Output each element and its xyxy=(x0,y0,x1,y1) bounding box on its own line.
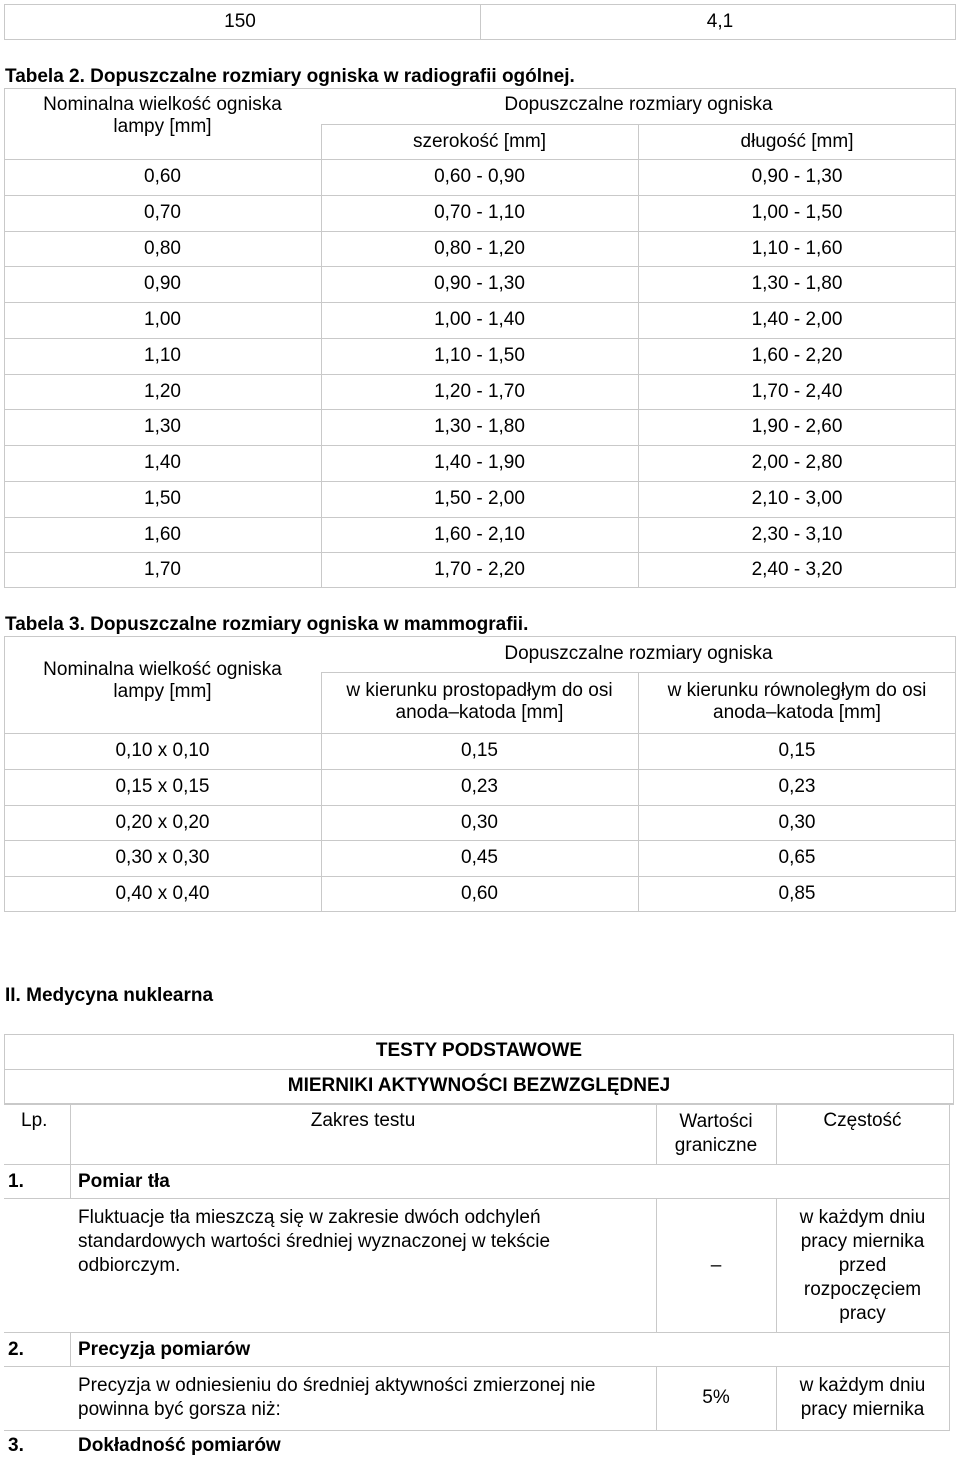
table-cell: 1,30 xyxy=(144,416,181,438)
table-cell: 0,20 x 0,20 xyxy=(115,811,210,833)
table-row-divider xyxy=(4,481,956,482)
table-cell: 0,80 xyxy=(144,237,181,259)
table-row-divider xyxy=(4,338,956,339)
table-cell: 1,60 - 2,10 xyxy=(434,523,525,545)
table2-header-length: długość [mm] xyxy=(740,131,854,152)
table-cell: 2,40 - 3,20 xyxy=(751,559,843,581)
table3-header-line xyxy=(321,672,956,673)
table-cell: 2,30 - 3,10 xyxy=(751,523,843,545)
table-row-divider xyxy=(4,266,956,267)
tests-vline-freq-2 xyxy=(776,1198,777,1332)
table-cell: 0,70 xyxy=(144,201,181,223)
table-row-divider xyxy=(4,805,956,806)
table-cell: 0,10 x 0,10 xyxy=(115,740,210,761)
table-row-divider xyxy=(4,409,956,410)
table-row-divider xyxy=(4,302,956,303)
table-row-divider xyxy=(4,374,956,375)
table-row-divider xyxy=(4,195,956,196)
top-row-left: 150 xyxy=(224,11,256,32)
table-cell: 0,80 - 1,20 xyxy=(434,237,525,259)
table-cell: 0,90 - 1,30 xyxy=(434,273,525,295)
test-2-limit: 5% xyxy=(702,1387,730,1408)
table-cell: 1,60 xyxy=(144,523,181,545)
table2-header-bottom xyxy=(4,159,956,160)
table-cell: 0,90 - 1,30 xyxy=(751,166,843,187)
tests-header-top xyxy=(4,1104,954,1105)
tests-col-lp: Lp. xyxy=(21,1110,48,1131)
table-cell: 1,20 - 1,70 xyxy=(434,380,525,402)
table-cell: 1,00 - 1,50 xyxy=(751,201,843,223)
table-cell: 1,90 - 2,60 xyxy=(751,416,843,438)
test-2-number: 2. xyxy=(8,1339,24,1360)
table-cell: 0,45 xyxy=(461,847,498,869)
tests-header-bottom xyxy=(4,1164,950,1165)
table-cell: 1,30 - 1,80 xyxy=(751,273,843,295)
table-cell: 0,85 xyxy=(778,883,816,905)
table-cell: 0,60 xyxy=(144,166,181,187)
tests-vline-lp-2 xyxy=(70,1332,71,1366)
table3-header-perp: w kierunku prostopadłym do osi anoda–katoda [mm] xyxy=(346,680,613,723)
tests-vline-right xyxy=(949,1104,950,1430)
table-cell: 0,65 xyxy=(778,847,816,869)
table-cell: 1,70 - 2,20 xyxy=(434,559,525,581)
table3-caption: Tabela 3. Dopuszczalne rozmiary ogniska w mammografii. xyxy=(5,614,529,635)
table-cell: 0,60 xyxy=(461,883,498,905)
table-cell: 0,60 - 0,90 xyxy=(434,166,525,187)
table-cell: 0,15 xyxy=(778,740,816,761)
table-cell: 0,90 xyxy=(144,273,181,295)
table2-header-width: szerokość [mm] xyxy=(412,131,547,152)
table-cell: 1,10 - 1,50 xyxy=(434,344,525,366)
table-cell: 1,00 xyxy=(144,309,181,330)
test-1-name: Pomiar tła xyxy=(78,1171,170,1192)
tests-row2-name-bottom xyxy=(4,1366,950,1367)
table-cell: 1,20 xyxy=(144,380,181,402)
tests-title-1: TESTY PODSTAWOWE xyxy=(375,1040,583,1061)
table-row-divider xyxy=(4,445,956,446)
table-cell: 1,70 xyxy=(144,559,181,581)
test-1-frequency: w każdym dniu pracy miernika przed rozpoczęciem pracy xyxy=(799,1207,926,1324)
table-cell: 0,15 x 0,15 xyxy=(115,775,210,797)
tests-col-range: Zakres testu xyxy=(310,1110,416,1131)
test-3-name: Dokładność pomiarów xyxy=(78,1435,281,1456)
table-cell: 0,30 xyxy=(461,811,498,833)
tests-row1-name-bottom xyxy=(4,1198,950,1199)
top-row-right: 4,1 xyxy=(706,11,734,32)
table-row-divider xyxy=(4,876,956,877)
table3-header-parallel: w kierunku równoległym do osi anoda–katoda [mm] xyxy=(667,680,927,723)
table-row-divider xyxy=(4,769,956,770)
table-cell: 2,00 - 2,80 xyxy=(751,452,843,473)
test-2-name: Precyzja pomiarów xyxy=(78,1339,251,1360)
table-row-divider xyxy=(4,517,956,518)
table-cell: 1,70 - 2,40 xyxy=(751,380,843,402)
tests-col-freq: Częstość xyxy=(823,1110,902,1131)
table-cell: 0,30 xyxy=(778,811,816,833)
table-row-divider xyxy=(4,231,956,232)
table-cell: 0,15 xyxy=(461,740,498,761)
top-row-divider xyxy=(480,4,481,40)
table-row-divider xyxy=(4,840,956,841)
table-cell: 1,40 - 2,00 xyxy=(751,309,843,330)
table-cell: 0,30 x 0,30 xyxy=(115,847,210,869)
tests-title-2: MIERNIKI AKTYWNOŚCI BEZWZGLĘDNEJ xyxy=(287,1075,671,1096)
table-cell: 1,40 xyxy=(144,452,181,473)
table-cell: 0,23 xyxy=(461,775,498,797)
table-cell: 0,40 x 0,40 xyxy=(115,883,210,905)
table-cell: 1,10 - 1,60 xyxy=(751,237,843,259)
table2-caption: Tabela 2. Dopuszczalne rozmiary ogniska w radiografii ogólnej. xyxy=(5,66,575,87)
table-cell: 0,70 - 1,10 xyxy=(434,201,525,223)
test-2-description: Precyzja w odniesieniu do średniej aktywności zmierzonej nie powinna być gorsza niż: xyxy=(78,1375,596,1420)
test-3-number: 3. xyxy=(8,1435,24,1456)
section-heading: II. Medycyna nuklearna xyxy=(5,985,214,1006)
table3-header-bottom xyxy=(4,733,956,734)
table2-header-group: Dopuszczalne rozmiary ogniska xyxy=(504,94,773,115)
tests-col-limits: Wartości graniczne xyxy=(674,1111,758,1156)
table2-header-nominal: Nominalna wielkość ogniska lampy [mm] xyxy=(43,94,282,137)
table-cell: 1,40 - 1,90 xyxy=(434,452,525,473)
table-cell: 1,50 - 2,00 xyxy=(434,487,525,509)
tests-row1-bottom xyxy=(4,1332,950,1333)
table-cell: 0,23 xyxy=(778,775,816,797)
test-2-frequency: w każdym dniu pracy miernika xyxy=(799,1375,926,1420)
table3-header-nominal: Nominalna wielkość ogniska lampy [mm] xyxy=(43,659,282,702)
table-cell: 1,00 - 1,40 xyxy=(434,309,525,330)
table-cell: 1,60 - 2,20 xyxy=(751,344,843,366)
test-1-description: Fluktuacje tła mieszczą się w zakresie dwóch odchyleń standardowych wartości średniej wyznaczonej w tekście odbiorczym. xyxy=(78,1207,551,1276)
tests-vline-freq-3 xyxy=(776,1366,777,1430)
tests-vline-limits xyxy=(656,1104,657,1164)
table-cell: 1,30 - 1,80 xyxy=(434,416,525,438)
test-1-number: 1. xyxy=(8,1171,24,1192)
table-cell: 1,10 xyxy=(144,344,181,366)
tests-row2-bottom xyxy=(4,1430,950,1431)
table-cell: 1,50 xyxy=(144,487,181,509)
table2-header-line xyxy=(321,124,956,125)
table-cell: 2,10 - 3,00 xyxy=(751,487,843,509)
table3-header-group: Dopuszczalne rozmiary ogniska xyxy=(504,643,773,664)
test-1-limit: – xyxy=(710,1255,722,1276)
table-row-divider xyxy=(4,552,956,553)
tests-title-divider xyxy=(4,1069,954,1070)
